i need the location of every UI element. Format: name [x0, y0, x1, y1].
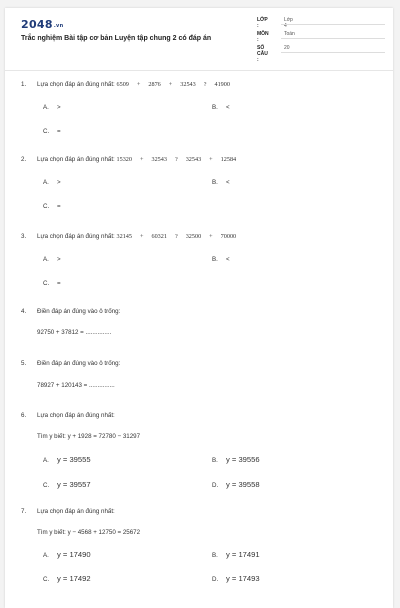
option-d[interactable]: D. y = 17493 — [212, 574, 260, 583]
fill-in-blank[interactable]: 78927 + 120143 = ............... — [37, 382, 115, 389]
worksheet-title: Trắc nghiệm Bài tập cơ bản Luyện tập chung 2 có đáp án — [21, 35, 212, 42]
option-a[interactable]: A. > — [43, 256, 61, 263]
comparison-expression: 6509 + 2876 + 32543 ? 41900 — [116, 81, 230, 88]
question-prompt: Lựa chọn đáp án đúng nhất: — [37, 81, 115, 88]
question-prompt: Lựa chọn đáp án đúng nhất: — [37, 156, 115, 163]
question-prompt: Điền đáp án đúng vào ô trống: — [37, 308, 121, 315]
option-b[interactable]: B. y = 17491 — [212, 550, 260, 559]
option-c[interactable]: C. = — [43, 203, 61, 210]
question-statement: Tìm y biết: y + 1928 = 72780 − 31297 — [37, 433, 141, 440]
question-prompt: Lựa chọn đáp án đúng nhất: — [37, 412, 115, 419]
option-b[interactable]: B. < — [212, 256, 230, 263]
question-prompt: Lựa chọn đáp án đúng nhất: — [37, 233, 115, 240]
question-prompt: Lựa chọn đáp án đúng nhất: — [37, 508, 115, 515]
comparison-expression: 15320 + 32543 ? 32543 + 12584 — [116, 156, 237, 163]
option-b[interactable]: B. y = 39556 — [212, 455, 260, 464]
option-c[interactable]: C. y = 17492 — [43, 574, 91, 583]
question-prompt: Điền đáp án đúng vào ô trống: — [37, 360, 121, 367]
option-c[interactable]: C. y = 39557 — [43, 480, 91, 489]
fill-in-blank[interactable]: 92750 + 37812 = ............... — [37, 329, 112, 336]
question-statement: Tìm y biết: y − 4568 + 12750 = 25672 — [37, 529, 141, 536]
option-b[interactable]: B. < — [212, 179, 230, 186]
option-c[interactable]: C. = — [43, 128, 61, 135]
option-c[interactable]: C. = — [43, 280, 61, 287]
option-b[interactable]: B. < — [212, 104, 230, 111]
option-a[interactable]: A. y = 17490 — [43, 550, 91, 559]
option-a[interactable]: A. > — [43, 179, 61, 186]
worksheet-page: 2048.vn Trắc nghiệm Bài tập cơ bản Luyện tập chung 2 có đáp án LỚP : Lớp 4 MÔN : Toán SỐ CÂU : 20 1. Lựa chọn đáp án đúng nhất: 6509 + 2876 + 32543 ? 41900 A. > B. < C. = 2. Lựa chọn đáp án đúng nhất: 15320 + 32543 ? 32543 + 12584 A. > B. < C. = 3. Lựa chọn đáp án đúng nhất: 32145 + 60321 ? 32500 + 70000 A. > B. < C. = 4. Điền đáp án đúng vào ô trống: 92750 + 37812 = ............... 5. Điền đáp án đúng vào ô trống: 78927 + 120143 = ............... 6. Lựa chọn đáp án đúng nhất: Tìm y biết: y + 1928 = 72780 − 31297 A. y = 39555 B. y = 39556 C. y = 39557 D. y = 39558 7. Lựa chọn đáp án đúng nhất: Tìm y biết: y − 4568 + 12750 = 25672 A. y = 17490 B. y = 17491 C. y = 17492 D. y = 17493 — [5, 8, 393, 608]
worksheet-header: 2048.vn Trắc nghiệm Bài tập cơ bản Luyện tập chung 2 có đáp án LỚP : Lớp 4 MÔN : Toán SỐ CÂU : 20 — [5, 8, 393, 68]
header-divider — [5, 70, 393, 71]
comparison-expression: 32145 + 60321 ? 32500 + 70000 — [116, 233, 237, 240]
option-d[interactable]: D. y = 39558 — [212, 480, 260, 489]
option-a[interactable]: A. > — [43, 104, 61, 111]
site-logo[interactable]: 2048.vn — [21, 18, 64, 31]
option-a[interactable]: A. y = 39555 — [43, 455, 91, 464]
